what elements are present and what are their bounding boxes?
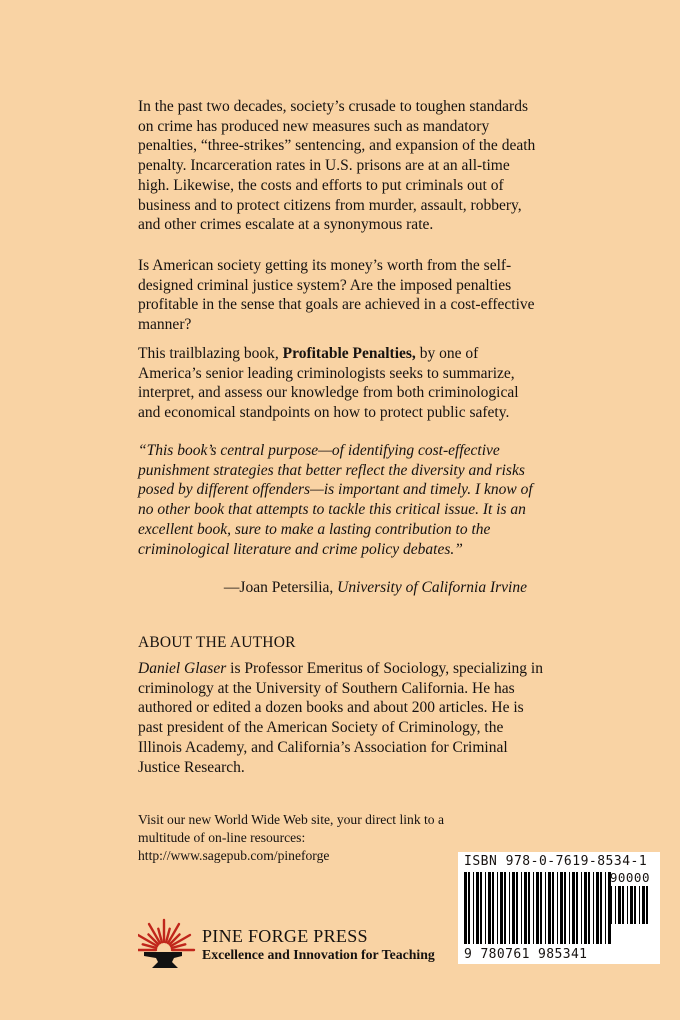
reviewer-name: —Joan Petersilia, (223, 579, 338, 596)
website-url[interactable]: http://www.sagepub.com/pineforge (138, 848, 330, 863)
price-barcode-bars (610, 886, 652, 924)
blurb-paragraph-2: Is American society getting its money’s worth from the self-designed criminal justice system? Are the imposed penalties profitable in the sense that goals are achieved in a cost-effective manner? (138, 257, 535, 334)
quote-attribution (138, 579, 527, 597)
author-bio-text: is Professor Emeritus of Sociology, specializing in criminology at the University of Southern California. He has authored or edited a dozen books and about 200 articles. He is past president of the American Society of Criminology, the Illinois Academy, and California’s Association for Criminal Justice Research. (138, 660, 543, 776)
blurb-paragraph-3 (138, 344, 538, 423)
book-title: Profitable Penalties, (282, 345, 416, 362)
barcode-bars (464, 872, 614, 944)
publisher-tagline: Excellence and Innovation for Teaching (202, 947, 435, 962)
website-line-1: Visit our new World Wide Web site, your direct link to a (138, 812, 445, 827)
reviewer-institution: University of California Irvine (337, 579, 527, 596)
about-heading: ABOUT THE AUTHOR (138, 634, 296, 651)
blurb-paragraph-1: In the past two decades, society’s crusade to toughen standards on crime has produced new measures such as mandatory penalties, “three-strikes” sentencing, and expansion of the death penalty. Incarceration rates in U.S. prisons are at an all-time high. Likewise, the costs and efforts to put criminals out of business and to protect citizens from murder, assault, robbery, and other crimes escalate at a synonymous rate. (138, 98, 536, 234)
blurb-text: by one of America’s senior leading criminologists seeks to summarize, interpret, and assess our knowledge from both criminological and economical standpoints on how to protect public safety. (138, 345, 519, 422)
price-code: 90000 (609, 870, 650, 885)
publisher-name: PINE FORGE PRESS (202, 926, 368, 946)
review-quote: “This book’s central purpose—of identifying cost-effective punishment strategies that better reflect the diversity and risks posed by different offenders—is important and timely. I know of no other book that attempts to tackle this critical issue. It is an excellent book, sure to make a lasting contribution to the criminological literature and crime policy debates.” (138, 442, 533, 558)
author-bio (138, 659, 548, 777)
ean-digits: 9 780761 985341 (464, 947, 588, 962)
isbn-label: ISBN 978-0-7619-8534-1 (464, 854, 648, 869)
blurb-text: This trailblazing book, (138, 345, 283, 362)
website-line-2: multitude of on-line resources: (138, 830, 306, 845)
isbn-barcode (458, 852, 660, 964)
author-name: Daniel Glaser (138, 660, 227, 677)
